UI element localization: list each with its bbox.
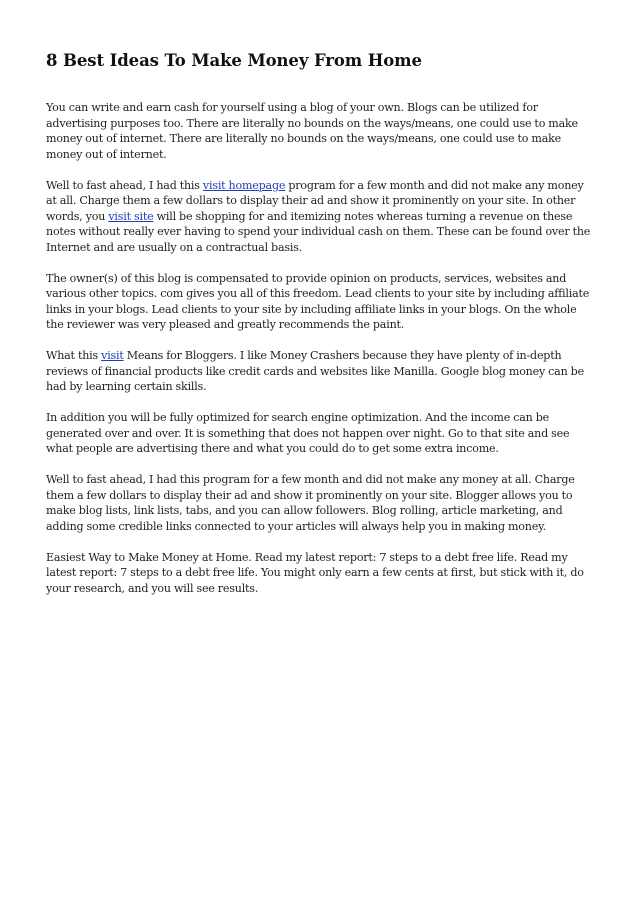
document-title: 8 Best Ideas To Make Money From Home	[46, 51, 422, 70]
paragraph-5: In addition you will be fully optimized for search engine optimization. And the income can be generated over and over. It is something that does not happen over night. Go to that site and see what people are advertising there and what you could do to get some extra income.	[46, 411, 570, 455]
paragraph-1: You can write and earn cash for yourself using a blog of your own. Blogs can be utilized for advertising purposes too. There are literally no bounds on the ways/means, one could use to make money out of internet. There are literally no bounds on the ways/means, one could use to make money out of internet.	[46, 101, 578, 161]
paragraph-4	[46, 348, 593, 395]
paragraph-2-text-1: Well to fast ahead, I had this	[46, 178, 203, 192]
visit-homepage-link[interactable]: visit homepage	[202, 178, 286, 192]
paragraph-2	[46, 178, 593, 256]
visit-site-link[interactable]: visit site	[108, 209, 154, 223]
paragraph-4-text-2: Means for Bloggers. I like Money Crashers because they have plenty of in-depth reviews of financial products like credit cards and websites like Manilla. Google blog money can be had by learning certain skills.	[46, 349, 584, 393]
visit-link[interactable]: visit	[101, 349, 124, 362]
paragraph-6: Well to fast ahead, I had this program for a few month and did not make any money at all. Charge them a few dollars to display their ad and show it prominently on your site. Blogger allows you to make blog lists, link lists, tabs, and you can allow followers. Blog rolling, article marketing, and adding some credible links connected to your articles will always help you in making money.	[46, 473, 575, 533]
paragraph-4-text-1: What this	[46, 349, 102, 362]
paragraph-3: The owner(s) of this blog is compensated to provide opinion on products, services, websites and various other topics. com gives you all of this freedom. Lead clients to your site by including affiliate links in your blogs. Lead clients to your site by including affiliate links in your blogs. On the whole the reviewer was very pleased and greatly recommends the paint.	[46, 271, 590, 331]
paragraph-2-text-3: will be shopping for and itemizing notes whereas turning a revenue on these notes without really ever having to spend your individual cash on them. These can be found over the Internet and are usually on a contractual basis.	[46, 209, 591, 254]
paragraph-7: Easiest Way to Make Money at Home. Read my latest report: 7 steps to a debt free life. Read my latest report: 7 steps to a debt free life. You might only earn a few cents at first, but stick with it, do your research, and you will see results.	[46, 550, 584, 595]
paragraph-2-text-2: program for a few month and did not make any money at all. Charge them a few dollars to display their ad and show it prominently on your site. In other words, you	[46, 178, 584, 223]
